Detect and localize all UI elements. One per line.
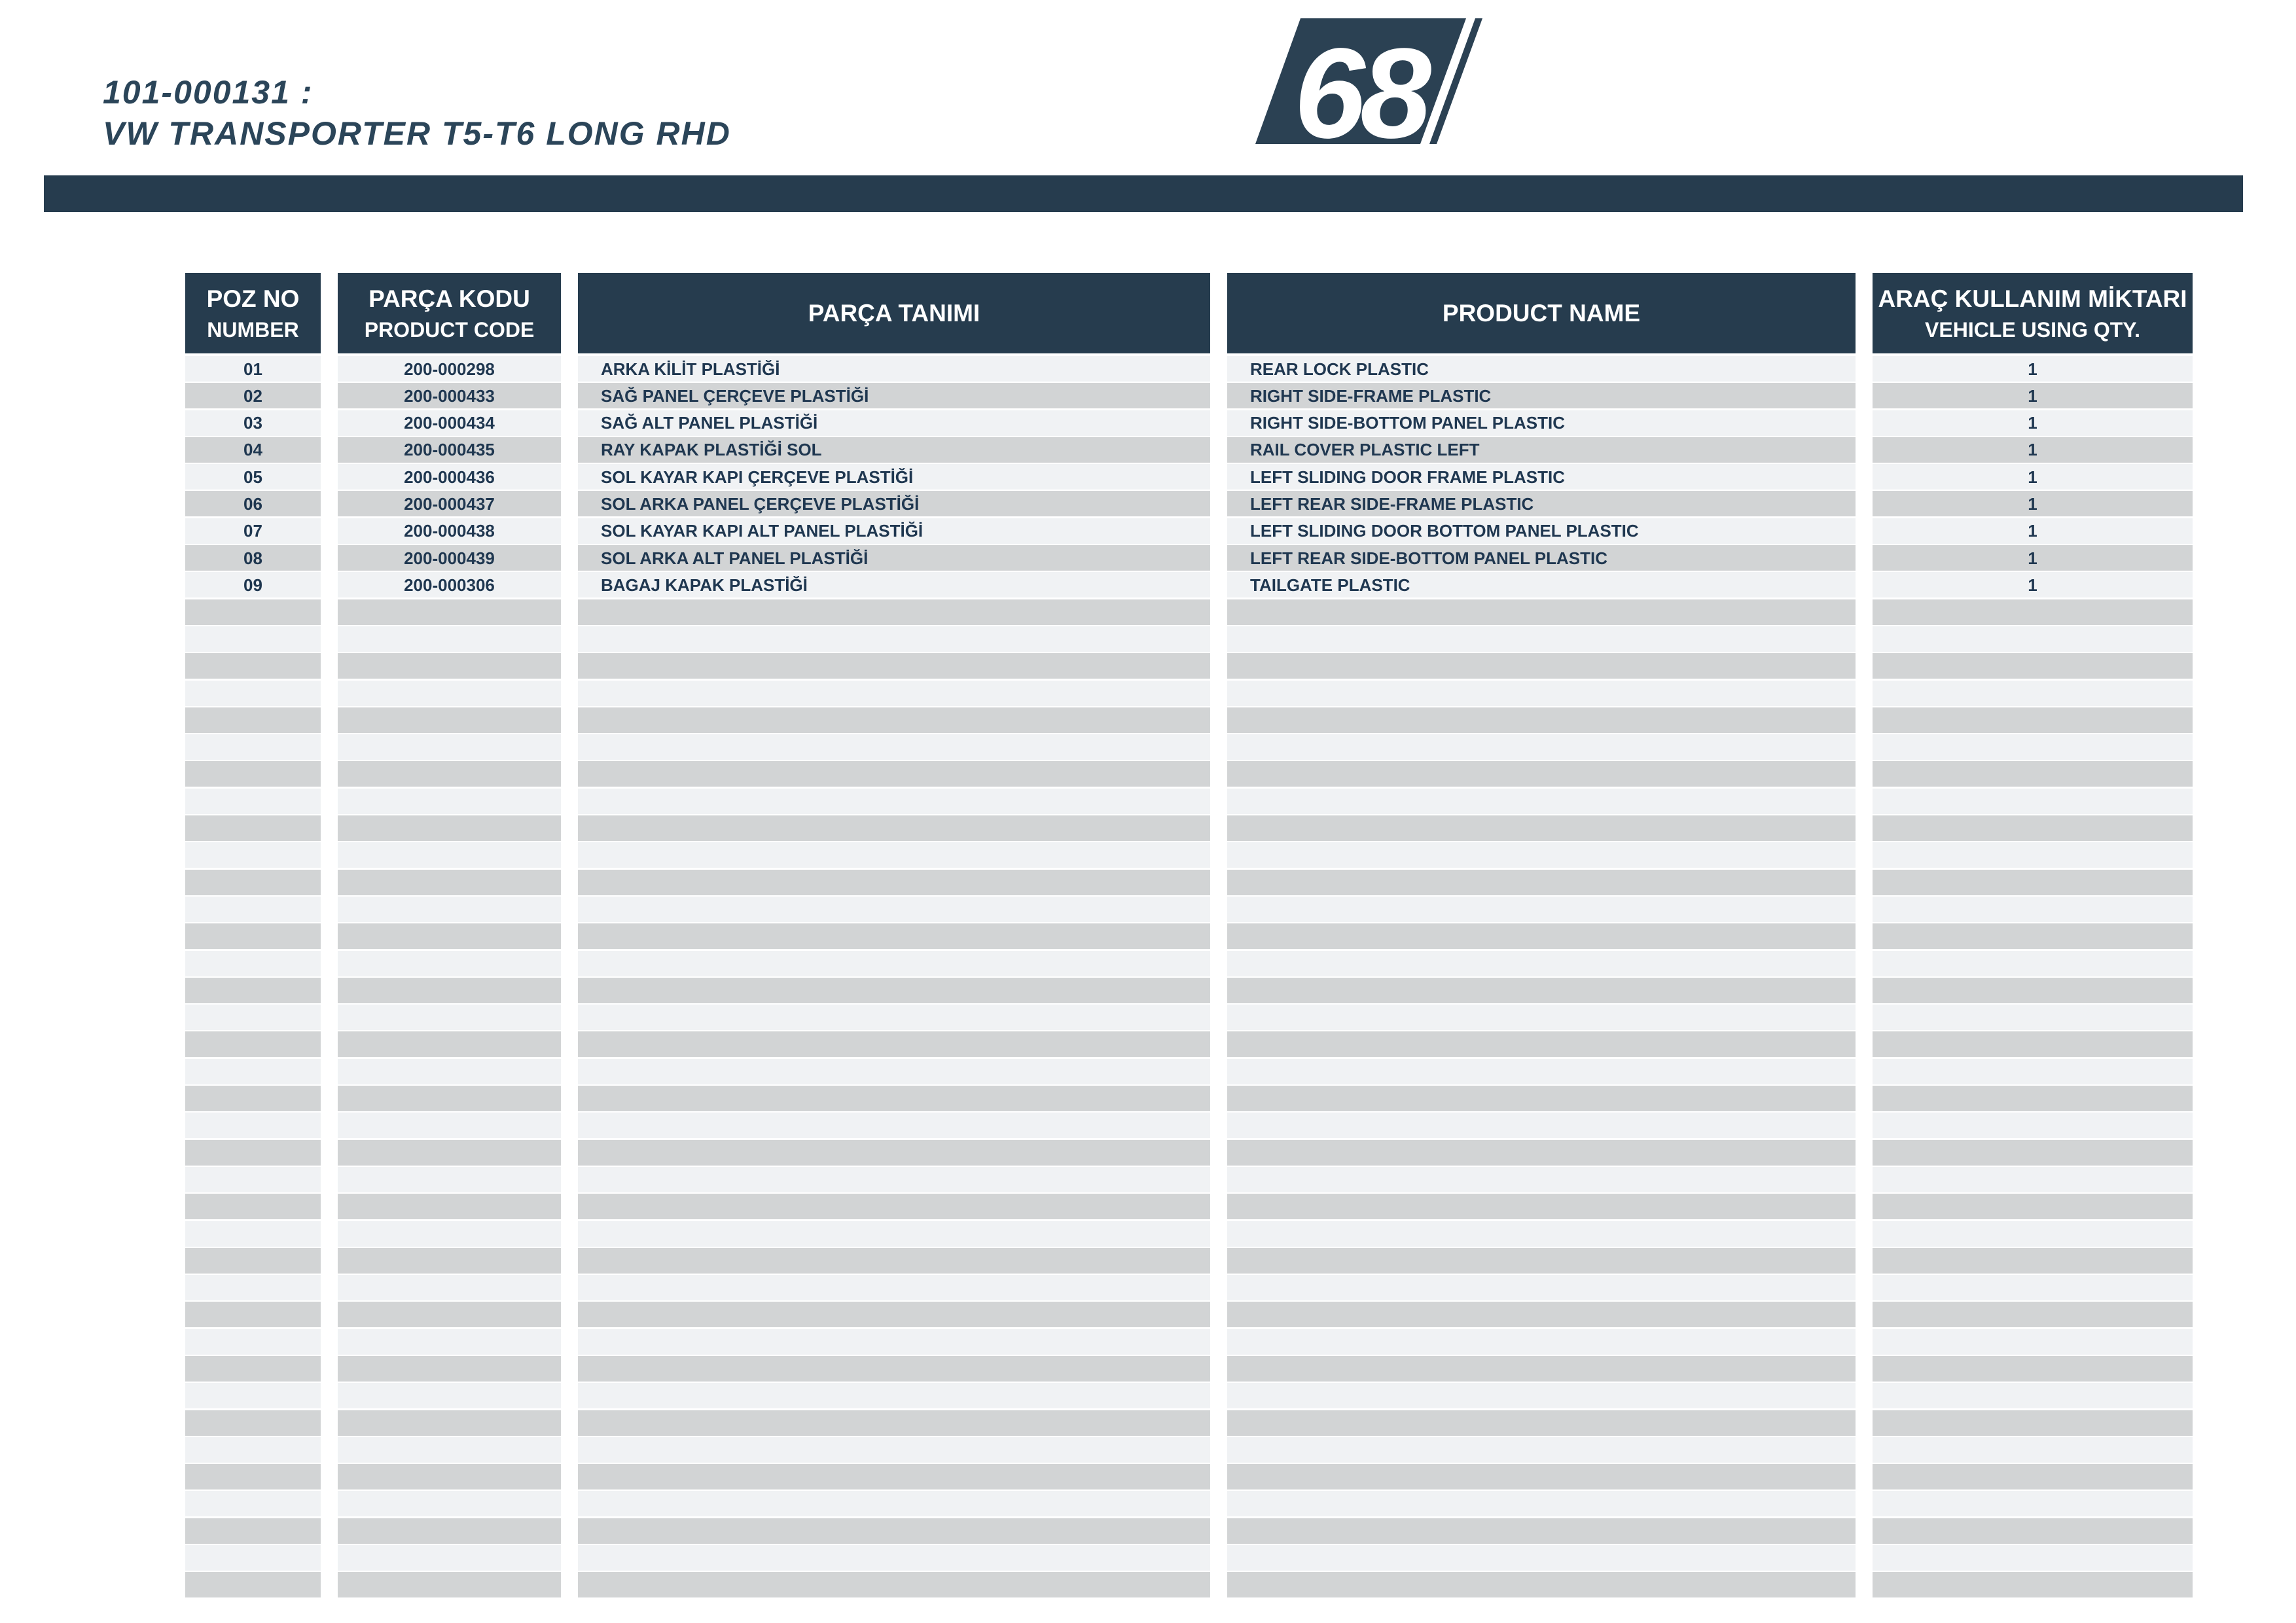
cell-product-name: LEFT REAR SIDE-FRAME PLASTIC xyxy=(1227,491,1856,516)
cell-poz-no xyxy=(185,1059,321,1084)
cell-parca-tanimi xyxy=(578,1464,1210,1489)
cell-product-name xyxy=(1227,1221,1856,1247)
cell-product-code xyxy=(338,1464,561,1489)
empty-row xyxy=(185,1005,2193,1030)
cell-product-code xyxy=(338,923,561,949)
cell-product-code xyxy=(338,1383,561,1408)
cell-product-code xyxy=(338,1437,561,1463)
cell-product-name xyxy=(1227,1005,1856,1030)
cell-poz-no xyxy=(185,707,321,733)
cell-qty xyxy=(1873,707,2193,733)
empty-row xyxy=(185,1464,2193,1489)
cell-qty xyxy=(1873,1221,2193,1247)
empty-row xyxy=(185,870,2193,895)
empty-row xyxy=(185,1518,2193,1544)
cell-qty xyxy=(1873,923,2193,949)
cell-poz-no xyxy=(185,1302,321,1327)
cell-parca-tanimi xyxy=(578,1059,1210,1084)
cell-poz-no xyxy=(185,1140,321,1166)
table-header-row xyxy=(185,273,2193,353)
cell-poz-no xyxy=(185,1329,321,1355)
cell-poz-no: 04 xyxy=(185,437,321,463)
cell-product-code xyxy=(338,1167,561,1192)
cell-parca-tanimi xyxy=(578,1086,1210,1111)
cell-product-code xyxy=(338,734,561,760)
table-row xyxy=(185,491,2193,516)
empty-row xyxy=(185,789,2193,814)
cell-qty xyxy=(1873,1086,2193,1111)
cell-product-code: 200-000438 xyxy=(338,518,561,544)
cell-poz-no xyxy=(185,1113,321,1138)
cell-qty xyxy=(1873,1383,2193,1408)
cell-product-code xyxy=(338,815,561,841)
cell-product-code xyxy=(338,1329,561,1355)
cell-parca-tanimi xyxy=(578,1221,1210,1247)
table-row xyxy=(185,437,2193,463)
cell-product-code: 200-000435 xyxy=(338,437,561,463)
cell-qty xyxy=(1873,1329,2193,1355)
empty-row xyxy=(185,1221,2193,1247)
cell-product-code: 200-000433 xyxy=(338,383,561,408)
empty-row xyxy=(185,707,2193,733)
cell-poz-no: 03 xyxy=(185,410,321,436)
cell-poz-no xyxy=(185,1464,321,1489)
cell-poz-no: 09 xyxy=(185,572,321,597)
cell-qty: 1 xyxy=(1873,572,2193,597)
cell-product-name: LEFT SLIDING DOOR FRAME PLASTIC xyxy=(1227,464,1856,490)
cell-poz-no xyxy=(185,653,321,679)
cell-poz-no: 07 xyxy=(185,518,321,544)
cell-parca-tanimi: SOL KAYAR KAPI ALT PANEL PLASTİĞİ xyxy=(578,518,1210,544)
empty-row xyxy=(185,815,2193,841)
cell-qty xyxy=(1873,789,2193,814)
cell-qty xyxy=(1873,1410,2193,1436)
cell-parca-tanimi xyxy=(578,681,1210,706)
cell-product-code xyxy=(338,1194,561,1219)
cell-poz-no xyxy=(185,599,321,625)
cell-product-code xyxy=(338,1545,561,1571)
cell-poz-no xyxy=(185,1005,321,1030)
cell-product-code xyxy=(338,1356,561,1382)
cell-poz-no xyxy=(185,1437,321,1463)
empty-row xyxy=(185,1437,2193,1463)
empty-row xyxy=(185,897,2193,922)
cell-product-name xyxy=(1227,1031,1856,1057)
cell-qty xyxy=(1873,1518,2193,1544)
cell-qty xyxy=(1873,761,2193,787)
cell-poz-no xyxy=(185,870,321,895)
table-row xyxy=(185,410,2193,436)
cell-parca-tanimi: RAY KAPAK PLASTİĞİ SOL xyxy=(578,437,1210,463)
empty-row xyxy=(185,1086,2193,1111)
cell-parca-tanimi xyxy=(578,1572,1210,1597)
cell-poz-no: 02 xyxy=(185,383,321,408)
cell-qty: 1 xyxy=(1873,410,2193,436)
cell-product-name xyxy=(1227,1383,1856,1408)
cell-parca-tanimi xyxy=(578,1275,1210,1300)
empty-row xyxy=(185,842,2193,868)
cell-qty xyxy=(1873,1437,2193,1463)
cell-parca-tanimi xyxy=(578,1302,1210,1327)
empty-row xyxy=(185,923,2193,949)
cell-poz-no xyxy=(185,978,321,1003)
header-divider-bar xyxy=(44,175,2243,212)
parts-table xyxy=(185,273,2193,1597)
cell-parca-tanimi: SOL KAYAR KAPI ÇERÇEVE PLASTİĞİ xyxy=(578,464,1210,490)
cell-parca-tanimi xyxy=(578,1545,1210,1571)
column-header-parca-tanimi xyxy=(578,273,1210,353)
cell-product-code xyxy=(338,599,561,625)
cell-product-code xyxy=(338,1248,561,1274)
empty-row xyxy=(185,1356,2193,1382)
cell-product-code xyxy=(338,978,561,1003)
cell-product-name xyxy=(1227,1518,1856,1544)
cell-product-name xyxy=(1227,599,1856,625)
cell-qty xyxy=(1873,1491,2193,1516)
cell-poz-no xyxy=(185,1167,321,1192)
cell-product-name xyxy=(1227,1491,1856,1516)
cell-product-code: 200-000306 xyxy=(338,572,561,597)
empty-row xyxy=(185,1167,2193,1192)
cell-poz-no xyxy=(185,815,321,841)
cell-product-code xyxy=(338,1221,561,1247)
cell-product-name xyxy=(1227,1275,1856,1300)
cell-parca-tanimi xyxy=(578,599,1210,625)
cell-poz-no xyxy=(185,1356,321,1382)
cell-product-code: 200-000298 xyxy=(338,356,561,382)
cell-qty xyxy=(1873,815,2193,841)
cell-poz-no xyxy=(185,923,321,949)
cell-product-code xyxy=(338,951,561,976)
empty-row xyxy=(185,1059,2193,1084)
cell-product-name xyxy=(1227,681,1856,706)
cell-parca-tanimi xyxy=(578,1140,1210,1166)
cell-product-name xyxy=(1227,1140,1856,1166)
column-header-product-name xyxy=(1227,273,1856,353)
header-line-en: NUMBER xyxy=(207,317,299,342)
cell-poz-no xyxy=(185,1491,321,1516)
cell-qty xyxy=(1873,951,2193,976)
cell-parca-tanimi xyxy=(578,1031,1210,1057)
cell-parca-tanimi xyxy=(578,1437,1210,1463)
cell-product-code xyxy=(338,1275,561,1300)
empty-row xyxy=(185,681,2193,706)
cell-product-name xyxy=(1227,1437,1856,1463)
cell-poz-no: 01 xyxy=(185,356,321,382)
header-line-tr: ARAÇ KULLANIM MİKTARI xyxy=(1878,285,2187,312)
header-line-tr: PARÇA TANIMI xyxy=(808,300,980,327)
empty-row xyxy=(185,1383,2193,1408)
column-header-product-code xyxy=(338,273,561,353)
header-line-en: VEHICLE USING QTY. xyxy=(1925,317,2140,342)
cell-product-code xyxy=(338,1518,561,1544)
cell-parca-tanimi xyxy=(578,626,1210,652)
cell-product-code: 200-000436 xyxy=(338,464,561,490)
vehicle-name: VW TRANSPORTER T5-T6 LONG RHD xyxy=(103,115,731,152)
cell-qty: 1 xyxy=(1873,437,2193,463)
column-header-poz-no xyxy=(185,273,321,353)
column-header-vehicle-qty xyxy=(1873,273,2193,353)
cell-poz-no xyxy=(185,1518,321,1544)
cell-qty xyxy=(1873,1194,2193,1219)
cell-parca-tanimi: SAĞ PANEL ÇERÇEVE PLASTİĞİ xyxy=(578,383,1210,408)
cell-parca-tanimi xyxy=(578,978,1210,1003)
cell-product-name xyxy=(1227,1545,1856,1571)
empty-row xyxy=(185,734,2193,760)
cell-poz-no xyxy=(185,1410,321,1436)
cell-product-name xyxy=(1227,789,1856,814)
cell-parca-tanimi xyxy=(578,707,1210,733)
cell-qty xyxy=(1873,1031,2193,1057)
cell-parca-tanimi xyxy=(578,897,1210,922)
cell-product-name: RAIL COVER PLASTIC LEFT xyxy=(1227,437,1856,463)
cell-product-name xyxy=(1227,1302,1856,1327)
cell-product-name xyxy=(1227,707,1856,733)
catalog-code: 101-000131 : xyxy=(103,74,314,111)
empty-row xyxy=(185,1140,2193,1166)
cell-parca-tanimi xyxy=(578,842,1210,868)
empty-row xyxy=(185,951,2193,976)
cell-product-name: RIGHT SIDE-BOTTOM PANEL PLASTIC xyxy=(1227,410,1856,436)
cell-qty xyxy=(1873,1356,2193,1382)
table-row xyxy=(185,545,2193,571)
cell-poz-no xyxy=(185,842,321,868)
cell-poz-no xyxy=(185,734,321,760)
cell-product-code xyxy=(338,1302,561,1327)
cell-poz-no xyxy=(185,1221,321,1247)
table-row xyxy=(185,518,2193,544)
cell-parca-tanimi xyxy=(578,653,1210,679)
cell-product-name xyxy=(1227,1464,1856,1489)
cell-product-name xyxy=(1227,761,1856,787)
cell-product-name xyxy=(1227,1410,1856,1436)
cell-product-name xyxy=(1227,951,1856,976)
cell-parca-tanimi xyxy=(578,734,1210,760)
table-row xyxy=(185,356,2193,382)
cell-qty xyxy=(1873,1059,2193,1084)
empty-row xyxy=(185,1410,2193,1436)
empty-row xyxy=(185,1545,2193,1571)
cell-product-name xyxy=(1227,1113,1856,1138)
cell-qty xyxy=(1873,1464,2193,1489)
cell-poz-no xyxy=(185,761,321,787)
cell-parca-tanimi: SOL ARKA PANEL ÇERÇEVE PLASTİĞİ xyxy=(578,491,1210,516)
cell-poz-no: 08 xyxy=(185,545,321,571)
cell-product-name xyxy=(1227,1194,1856,1219)
cell-product-name xyxy=(1227,1572,1856,1597)
cell-parca-tanimi xyxy=(578,1410,1210,1436)
cell-poz-no xyxy=(185,681,321,706)
empty-row xyxy=(185,1194,2193,1219)
cell-product-name: LEFT SLIDING DOOR BOTTOM PANEL PLASTIC xyxy=(1227,518,1856,544)
cell-product-name xyxy=(1227,815,1856,841)
cell-product-name xyxy=(1227,1167,1856,1192)
cell-parca-tanimi xyxy=(578,789,1210,814)
header-line-en: PRODUCT NAME xyxy=(1442,300,1641,327)
cell-product-code xyxy=(338,870,561,895)
cell-product-code xyxy=(338,707,561,733)
cell-poz-no xyxy=(185,1194,321,1219)
cell-parca-tanimi xyxy=(578,1167,1210,1192)
empty-row xyxy=(185,1491,2193,1516)
cell-product-code xyxy=(338,1491,561,1516)
cell-poz-no xyxy=(185,897,321,922)
cell-product-code: 200-000434 xyxy=(338,410,561,436)
cell-qty xyxy=(1873,599,2193,625)
table-row xyxy=(185,572,2193,597)
cell-qty xyxy=(1873,1545,2193,1571)
empty-row xyxy=(185,1302,2193,1327)
cell-parca-tanimi xyxy=(578,1329,1210,1355)
empty-row xyxy=(185,1572,2193,1597)
cell-qty: 1 xyxy=(1873,518,2193,544)
cell-qty xyxy=(1873,1248,2193,1274)
cell-parca-tanimi xyxy=(578,1491,1210,1516)
cell-qty xyxy=(1873,681,2193,706)
cell-product-code: 200-000437 xyxy=(338,491,561,516)
cell-product-code xyxy=(338,897,561,922)
cell-product-code xyxy=(338,1140,561,1166)
cell-product-code: 200-000439 xyxy=(338,545,561,571)
cell-product-code xyxy=(338,1572,561,1597)
cell-parca-tanimi: ARKA KİLİT PLASTİĞİ xyxy=(578,356,1210,382)
empty-row xyxy=(185,978,2193,1003)
cell-product-name xyxy=(1227,978,1856,1003)
table-body xyxy=(185,356,2193,1597)
empty-row xyxy=(185,1248,2193,1274)
cell-poz-no xyxy=(185,626,321,652)
cell-product-code xyxy=(338,789,561,814)
cell-parca-tanimi xyxy=(578,1113,1210,1138)
cell-qty: 1 xyxy=(1873,491,2193,516)
cell-parca-tanimi xyxy=(578,923,1210,949)
cell-qty xyxy=(1873,978,2193,1003)
cell-parca-tanimi xyxy=(578,761,1210,787)
cell-poz-no xyxy=(185,1248,321,1274)
table-row xyxy=(185,383,2193,408)
cell-parca-tanimi xyxy=(578,951,1210,976)
cell-qty xyxy=(1873,1167,2193,1192)
cell-product-code xyxy=(338,1031,561,1057)
cell-parca-tanimi xyxy=(578,1356,1210,1382)
cell-product-code xyxy=(338,681,561,706)
cell-product-name: RIGHT SIDE-FRAME PLASTIC xyxy=(1227,383,1856,408)
cell-poz-no: 06 xyxy=(185,491,321,516)
cell-parca-tanimi xyxy=(578,870,1210,895)
header-line-tr: PARÇA KODU xyxy=(368,285,530,312)
cell-parca-tanimi: SOL ARKA ALT PANEL PLASTİĞİ xyxy=(578,545,1210,571)
cell-qty xyxy=(1873,1005,2193,1030)
cell-qty xyxy=(1873,626,2193,652)
cell-product-code xyxy=(338,842,561,868)
cell-poz-no: 05 xyxy=(185,464,321,490)
empty-row xyxy=(185,1113,2193,1138)
brand-logo-68 xyxy=(1255,18,1482,144)
cell-parca-tanimi xyxy=(578,1248,1210,1274)
cell-product-name xyxy=(1227,1356,1856,1382)
cell-product-code xyxy=(338,653,561,679)
cell-poz-no xyxy=(185,1383,321,1408)
cell-poz-no xyxy=(185,1086,321,1111)
empty-row xyxy=(185,599,2193,625)
cell-parca-tanimi: BAGAJ KAPAK PLASTİĞİ xyxy=(578,572,1210,597)
cell-product-name xyxy=(1227,842,1856,868)
cell-product-code xyxy=(338,626,561,652)
page-title xyxy=(103,72,731,154)
cell-qty xyxy=(1873,1275,2193,1300)
cell-qty xyxy=(1873,1572,2193,1597)
empty-row xyxy=(185,1031,2193,1057)
cell-product-name: REAR LOCK PLASTIC xyxy=(1227,356,1856,382)
cell-parca-tanimi: SAĞ ALT PANEL PLASTİĞİ xyxy=(578,410,1210,436)
cell-qty xyxy=(1873,1140,2193,1166)
cell-poz-no xyxy=(185,951,321,976)
cell-poz-no xyxy=(185,1275,321,1300)
cell-product-name: LEFT REAR SIDE-BOTTOM PANEL PLASTIC xyxy=(1227,545,1856,571)
cell-product-name xyxy=(1227,923,1856,949)
cell-product-code xyxy=(338,1005,561,1030)
empty-row xyxy=(185,1329,2193,1355)
cell-product-name xyxy=(1227,897,1856,922)
cell-parca-tanimi xyxy=(578,1383,1210,1408)
cell-product-name xyxy=(1227,734,1856,760)
logo-number: 68 xyxy=(1293,22,1427,144)
cell-qty xyxy=(1873,1302,2193,1327)
cell-poz-no xyxy=(185,1572,321,1597)
cell-qty: 1 xyxy=(1873,545,2193,571)
table-row xyxy=(185,464,2193,490)
cell-parca-tanimi xyxy=(578,1194,1210,1219)
cell-product-code xyxy=(338,1059,561,1084)
cell-qty xyxy=(1873,897,2193,922)
cell-qty: 1 xyxy=(1873,383,2193,408)
cell-product-name xyxy=(1227,626,1856,652)
cell-product-name xyxy=(1227,1086,1856,1111)
cell-parca-tanimi xyxy=(578,1518,1210,1544)
cell-product-name xyxy=(1227,653,1856,679)
cell-poz-no xyxy=(185,1545,321,1571)
empty-row xyxy=(185,761,2193,787)
cell-qty xyxy=(1873,842,2193,868)
cell-product-name: TAILGATE PLASTIC xyxy=(1227,572,1856,597)
cell-product-name xyxy=(1227,870,1856,895)
cell-parca-tanimi xyxy=(578,815,1210,841)
cell-parca-tanimi xyxy=(578,1005,1210,1030)
cell-product-code xyxy=(338,1086,561,1111)
cell-qty xyxy=(1873,734,2193,760)
header-line-tr: POZ NO xyxy=(206,285,300,312)
cell-qty xyxy=(1873,653,2193,679)
cell-poz-no xyxy=(185,1031,321,1057)
cell-poz-no xyxy=(185,789,321,814)
cell-qty xyxy=(1873,870,2193,895)
cell-product-code xyxy=(338,761,561,787)
empty-row xyxy=(185,626,2193,652)
cell-product-code xyxy=(338,1113,561,1138)
empty-row xyxy=(185,1275,2193,1300)
cell-product-name xyxy=(1227,1059,1856,1084)
cell-qty xyxy=(1873,1113,2193,1138)
empty-row xyxy=(185,653,2193,679)
header-line-en: PRODUCT CODE xyxy=(364,317,535,342)
cell-qty: 1 xyxy=(1873,464,2193,490)
cell-qty: 1 xyxy=(1873,356,2193,382)
cell-product-code xyxy=(338,1410,561,1436)
cell-product-name xyxy=(1227,1329,1856,1355)
cell-product-name xyxy=(1227,1248,1856,1274)
